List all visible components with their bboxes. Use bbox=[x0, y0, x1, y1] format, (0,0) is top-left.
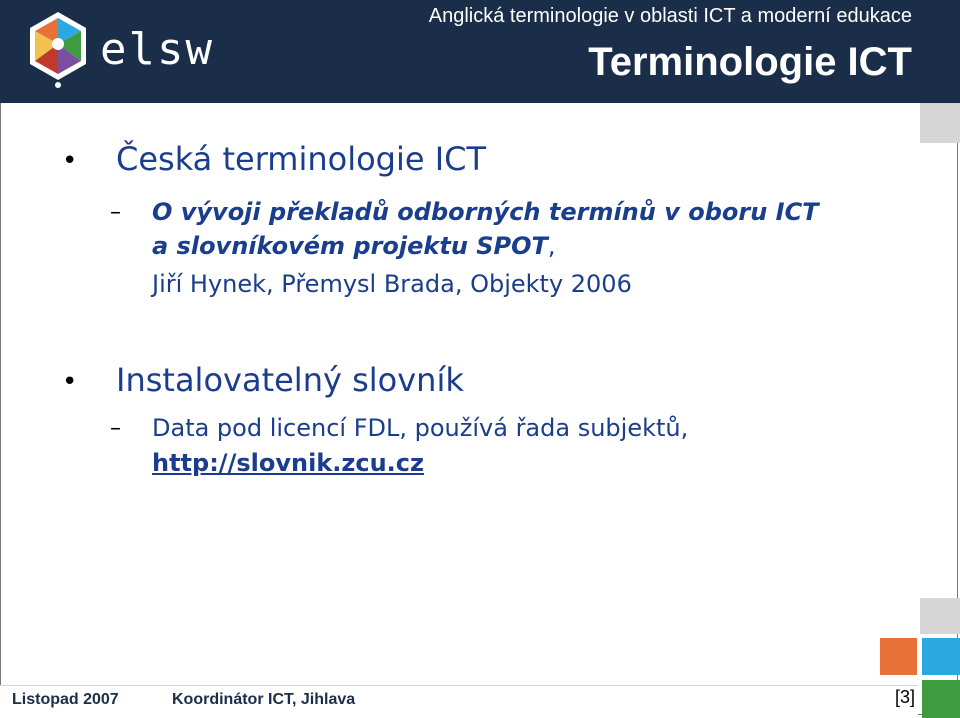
page-number: [3] bbox=[894, 687, 915, 707]
sub-bullet-dash: – bbox=[110, 416, 121, 441]
decor-square-gray-top bbox=[920, 103, 960, 143]
sub-bullet-dash: – bbox=[110, 200, 121, 225]
footer-author: Koordinátor ICT, Jihlava bbox=[172, 691, 356, 708]
decor-square-orange bbox=[880, 638, 917, 675]
bullet-dot: • bbox=[62, 367, 78, 397]
footer-date: Listopad 2007 bbox=[12, 691, 119, 708]
decor-square-green bbox=[922, 680, 960, 718]
logo-text: elsw bbox=[100, 24, 214, 75]
reference-authors: Jiří Hynek, Přemysl Brada, Objekty 2006 bbox=[152, 270, 632, 298]
dictionary-link[interactable]: http://slovnik.zcu.cz bbox=[152, 449, 424, 477]
decor-square-cyan bbox=[922, 638, 960, 675]
presentation-subtitle: Anglická terminologie v oblasti ICT a moderní edukace bbox=[428, 5, 912, 27]
reference-title-line1: O vývoji překladů odborných termínů v oboru ICT bbox=[152, 198, 819, 226]
dictionary-description: Data pod licencí FDL, používá řada subjektů, bbox=[152, 414, 689, 442]
slide-footer bbox=[0, 685, 918, 717]
reference-title-line2-text: a slovníkovém projektu SPOT bbox=[152, 232, 548, 260]
slide-title: Terminologie ICT bbox=[588, 40, 912, 84]
elsw-logo-icon bbox=[26, 10, 90, 90]
slide-frame bbox=[0, 103, 958, 715]
slide-header bbox=[0, 0, 960, 103]
bullet-heading-installable-dictionary: Instalovatelný slovník bbox=[116, 361, 464, 399]
decor-square-gray-bottom bbox=[920, 598, 960, 634]
reference-title-line2 bbox=[152, 232, 556, 260]
reference-title-line2-comma: , bbox=[547, 232, 556, 260]
bullet-heading-czech-terminology: Česká terminologie ICT bbox=[116, 140, 487, 178]
bullet-dot: • bbox=[62, 146, 78, 176]
